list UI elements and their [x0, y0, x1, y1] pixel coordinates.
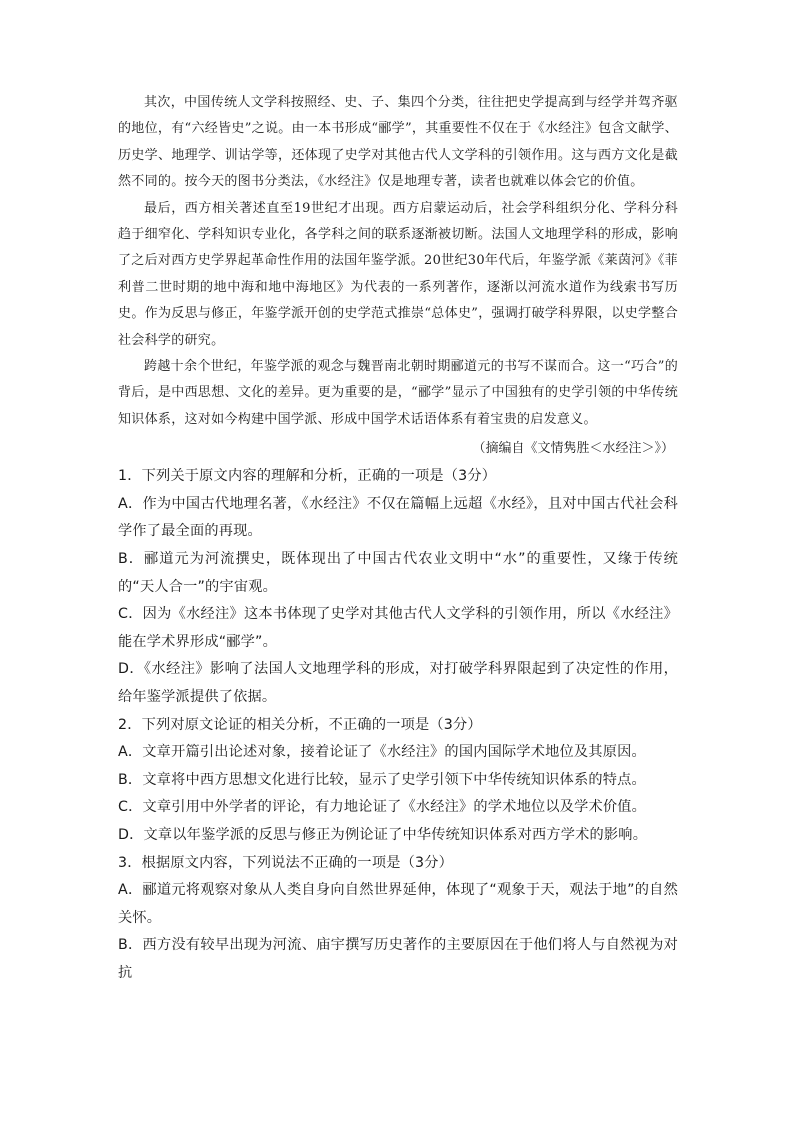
- passage-paragraph-2: 最后，西方相关著述直至19世纪才出现。西方启蒙运动后，社会学科组织分化、学科分科趋于细窄化、学科知识专业化，各学科之间的联系逐渐被切断。法国人文地理学科的形成，影响了之后对西方史学界起革命性作用的法国年鉴学派。20世纪30年代后，年鉴学派《莱茵河》《菲利普二世时期的地中海和地中海地区》为代表的一系列著作，逐渐以河流水道作为线索书写历史。作为反思与修正，年鉴学派开创的史学范式推崇“总体史”，强调打破学科界限，以史学整合社会科学的研究。: [118, 200, 678, 348]
- option-d: D．文章以年鉴学派的反思与修正为例论证了中华传统知识体系对西方学术的影响。: [118, 827, 648, 843]
- option-a: A．郦道元将观察对象从人类自身向自然世界延伸，体现了“观象于天，观法于地”的自然关怀。: [118, 882, 678, 926]
- option-b: B．西方没有较早出现为河流、庙宇撰写历史著作的主要原因在于他们将人与自然视为对抗: [118, 937, 678, 981]
- question-stem: 2．下列对原文论证的相关分析，不正确的一项是（3分）: [118, 716, 482, 733]
- question-2: [118, 712, 678, 850]
- reading-passage: [118, 90, 678, 433]
- option-b: B．郦道元为河流撰史，既体现出了中国古代农业文明中“水”的重要性，又缘于传统的“天人合一”的宇宙观。: [118, 551, 678, 595]
- option-c: C．因为《水经注》这本书体现了史学对其他古代人文学科的引领作用，所以《水经注》能在学术界形成“郦学”。: [118, 606, 678, 650]
- option-b: B．文章将中西方思想文化进行比较，显示了史学引领下中华传统知识体系的特点。: [118, 771, 646, 788]
- document-page: [118, 90, 678, 988]
- option-a: A．作为中国古代地理名著，《水经注》不仅在篇幅上远超《水经》，且对中国古代社会科学作了最全面的再现。: [118, 495, 678, 540]
- question-stem: 1．下列关于原文内容的理解和分析，正确的一项是（3分）: [118, 468, 497, 485]
- passage-source: （摘编自《文情隽胜＜水经注＞》）: [472, 441, 674, 457]
- passage-paragraph-3: 跨越十余个世纪，年鉴学派的观念与魏晋南北朝时期郦道元的书写不谋而合。这一“巧合”的背后，是中西思想、文化的差异。更为重要的是，“郦学”显示了中国独有的史学引领的中华传统知识体系，这对如今构建中国学派、形成中国学术话语体系有着宝贵的启发意义。: [118, 359, 678, 427]
- option-d: D．《水经注》影响了法国人文地理学科的形成，对打破学科界限起到了决定性的作用，给年鉴学派提供了依据。: [118, 661, 678, 706]
- option-a: A．文章开篇引出论述对象，接着论证了《水经注》的国内国际学术地位及其原因。: [118, 744, 646, 761]
- question-list: [118, 463, 678, 987]
- passage-paragraph-1: 其次，中国传统人文学科按照经、史、子、集四个分类，往往把史学提高到与经学并驾齐驱的地位，有“六经皆史”之说。由一本书形成“郦学”，其重要性不仅在于《水经注》包含文献学、历史学、地理学、训诂学等，还体现了史学对其他古代人文学科的引领作用。这与西方文化是截然不同的。按今天的图书分类法，《水经注》仅是地理专著，读者也就难以体会它的价值。: [118, 95, 678, 190]
- question-1: [118, 463, 678, 711]
- question-3: [118, 850, 678, 988]
- question-stem: 3．根据原文内容，下列说法不正确的一项是（3分）: [118, 854, 453, 871]
- option-c: C．文章引用中外学者的评论，有力地论证了《水经注》的学术地位以及学术价值。: [118, 799, 647, 816]
